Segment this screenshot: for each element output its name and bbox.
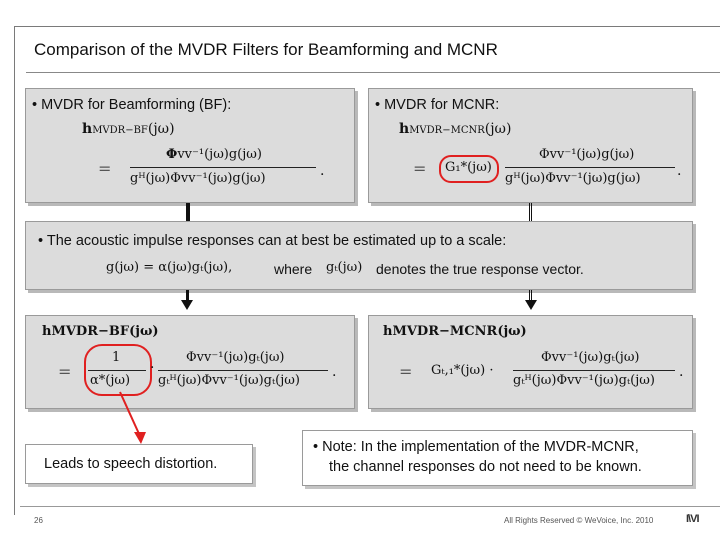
mcnr2-equals: = [399,362,413,381]
distortion-note: Leads to speech distortion. [44,456,218,472]
mcnr2-gain-factor: Gₜ,₁*(jω) · [431,363,494,378]
mcnr2-denominator: gₜᴴ(jω)Φvv⁻¹(jω)gₜ(jω) [513,373,655,388]
bf2-denominator: gₜᴴ(jω)Φvv⁻¹(jω)gₜ(jω) [158,373,300,388]
bf2-dot: · [150,360,155,376]
scale-true-vector: gₜ(jω) [326,260,363,275]
copyright: All Rights Reserved © WeVoice, Inc. 2010 [504,516,654,525]
bf-equals: = [98,159,112,178]
bf2-one: 1 [112,350,121,365]
scale-where: where [274,261,313,277]
bf2-equals: = [58,362,72,381]
mcnr-lhs: hMVDR−MCNR(jω) [399,121,512,137]
bf-numerator: Φvv⁻¹(jω)g(jω) [166,147,262,162]
mcnr-note-line2: the channel responses do not need to be known. [329,459,642,475]
distortion-arrow-line [120,392,140,436]
footer-divider [20,506,720,507]
mcnr-equals: = [413,159,427,178]
scale-tail: denotes the true response vector. [376,261,584,277]
mcnr-note-line1: • Note: In the implementation of the MVDR-MCNR, [313,439,639,455]
scale-bullet: • The acoustic impulse responses can at best be estimated up to a scale: [38,233,507,249]
bf2-numerator: Φvv⁻¹(jω)gₜ(jω) [186,350,285,365]
bf2-period: . [332,364,337,380]
mcnr-gain-factor: G₁*(jω) [445,160,492,175]
company-logo: I\VI [686,513,699,525]
mcnr-bullet: • MVDR for MCNR: [375,97,500,113]
slide-title: Comparison of the MVDR Filters for Beamforming and MCNR [34,40,498,59]
mcnr2-numerator: Φvv⁻¹(jω)gₜ(jω) [541,350,640,365]
scale-equation: g(jω) = α(jω)gₜ(jω), [106,260,233,275]
bf-denominator: gᴴ(jω)Φvv⁻¹(jω)g(jω) [130,171,266,186]
mcnr-note-box [302,430,693,486]
bf2-alpha: α*(jω) [90,373,131,388]
bf-lhs: hMVDR−BF(jω) [82,121,175,137]
bf-bullet: • MVDR for Beamforming (BF): [32,97,232,113]
distortion-note-box [25,444,253,484]
mcnr2-period: . [679,364,684,380]
page-number: 26 [34,516,43,525]
bf-period: . [320,163,325,179]
bf2-lhs: hMVDR−BF(jω) [42,324,159,339]
mcnr2-lhs: hMVDR−MCNR(jω) [383,324,527,339]
mcnr-numerator: Φvv⁻¹(jω)g(jω) [539,147,635,162]
mcnr-denominator: gᴴ(jω)Φvv⁻¹(jω)g(jω) [505,171,641,186]
distortion-arrow-head [134,432,146,444]
mcnr-period: . [677,163,682,179]
